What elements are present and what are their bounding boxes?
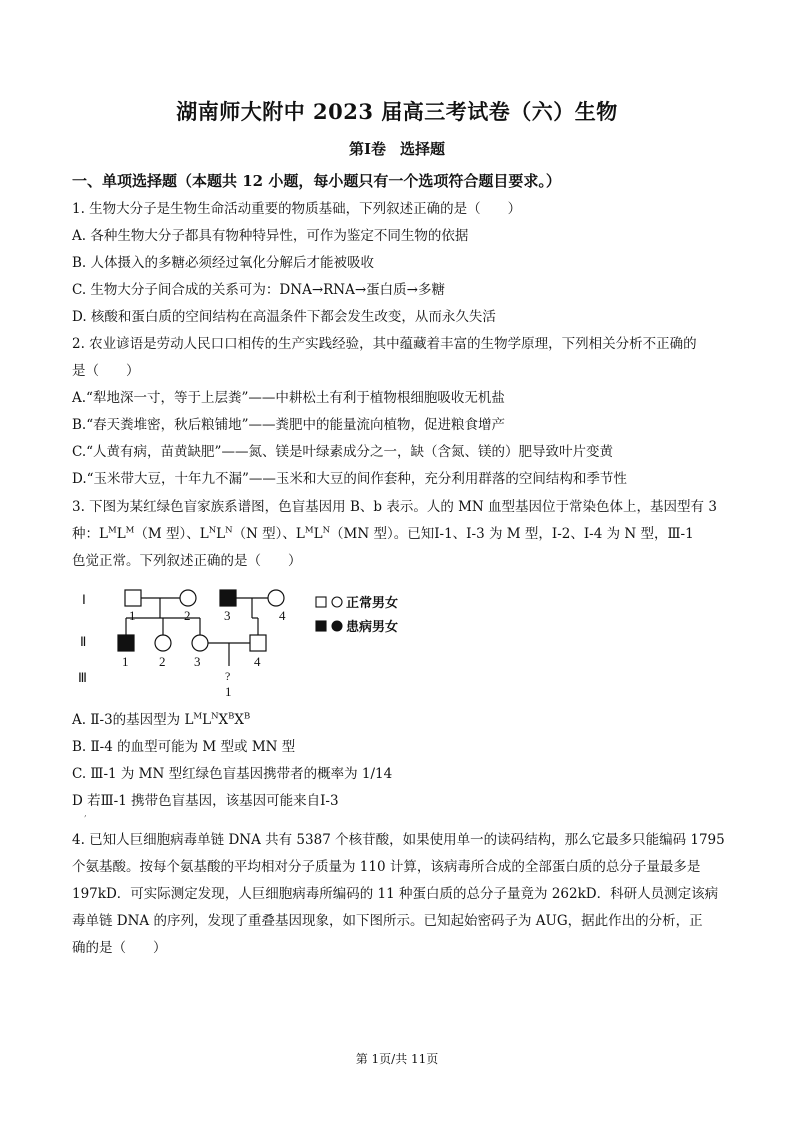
- q4-line-4: 毒单链 DNA 的序列，发现了重叠基因现象，如下图所示。已知起始密码子为 AUG，据此作出的分析，正: [72, 913, 703, 929]
- label-I-2: 2: [184, 608, 191, 623]
- generation-label-II: Ⅱ: [80, 634, 87, 649]
- q4-line-2: 个氨基酸。按每个氨基酸的平均相对分子质量为 110 计算，该病毒所合成的全部蛋白质的总分子量最多是: [72, 859, 701, 875]
- exam-title: 湖南师大附中 2023 届高三考试卷（六）生物: [176, 99, 618, 124]
- q3-option-b: B. Ⅱ-4 的血型可能为 M 型或 MN 型: [72, 739, 296, 755]
- individual-I-3-affected-male: [220, 590, 236, 606]
- legend: [316, 595, 398, 634]
- q3-option-a: A. Ⅱ-3的基因型为 $L^ML^NX^BX^B$: [72, 711, 251, 728]
- individual-I-4-normal-female: [268, 590, 284, 606]
- individual-II-4-normal-male: [250, 635, 266, 651]
- unknown-mark: ?: [225, 669, 231, 683]
- legend-affected-male-icon: [316, 621, 326, 631]
- label-I-3: 3: [224, 608, 231, 623]
- q2-stem-line-1: 2. 农业谚语是劳动人民口口相传的生产实践经验，其中蕴藏着丰富的生物学原理，下列相关分析不正确的: [72, 336, 697, 352]
- stray-mark: ,: [84, 809, 87, 819]
- q2-option-d: D.“玉米带大豆，十年九不漏”——玉米和大豆的间作套种，充分利用群落的空间结构和季节性: [72, 471, 627, 487]
- generation-label-I: Ⅰ: [82, 592, 86, 607]
- q4-line-5: 确的是（ ）: [72, 940, 167, 956]
- section-heading: 一、单项选择题（本题共 12 小题，每小题只有一个选项符合题目要求。）: [72, 172, 561, 190]
- q1-option-c: C. 生物大分子间合成的关系可为：DNA→RNA→蛋白质→多糖: [72, 282, 445, 298]
- label-III-1: 1: [225, 684, 232, 699]
- label-I-1: 1: [129, 608, 136, 623]
- descent-lines-family-2: [252, 598, 258, 635]
- q2-stem-line-2: 是（ ）: [72, 363, 140, 379]
- q3-stem-line-2: 种：$L^ML^M(M$ 型）、$L^NL^N(N$ 型）、$L^ML^N(MN$ 型）。已知Ⅰ-1、Ⅰ-3 为 M 型，Ⅰ-2、Ⅰ-4 为 N 型，Ⅲ-1: [72, 525, 694, 542]
- pedigree-chart: [72, 584, 432, 704]
- q3-option-c: C. Ⅲ-1 为 MN 型红绿色盲基因携带者的概率为 1/14: [72, 766, 393, 782]
- q3-stem-line-1: 3. 下图为某红绿色盲家族系谱图，色盲基因用 B、b 表示。人的 MN 血型基因位于常染色体上，基因型有 3: [72, 499, 717, 515]
- individual-I-1-normal-male: [125, 590, 141, 606]
- q2-option-b: B.“春天粪堆密，秋后粮铺地”——粪肥中的能量流向植物，促进粮食增产: [72, 417, 506, 433]
- label-II-3: 3: [194, 654, 201, 669]
- part-label: 第Ⅰ卷: [348, 140, 386, 158]
- page-footer: 第 1页/共 11页: [355, 1052, 439, 1066]
- q2-option-a: A.“犁地深一寸，等于上层粪”——中耕松土有利于植物根细胞吸收无机盐: [72, 390, 505, 406]
- label-II-4: 4: [254, 654, 261, 669]
- legend-affected-female-icon: [332, 621, 342, 631]
- part-heading: [0, 138, 794, 159]
- label-I-4: 4: [279, 608, 286, 623]
- q1-option-d: D. 核酸和蛋白质的空间结构在高温条件下都会发生改变，从而永久失活: [72, 309, 496, 325]
- individual-II-1-affected-male: [118, 635, 134, 651]
- individual-II-2-normal-female: [155, 635, 171, 651]
- individual-II-3-normal-female: [192, 635, 208, 651]
- q1-stem: 1. 生物大分子是生物生命活动重要的物质基础，下列叙述正确的是（ ）: [72, 201, 522, 217]
- legend-normal-female-icon: [332, 597, 342, 607]
- q1-option-b: B. 人体摄入的多糖必须经过氧化分解后才能被吸收: [72, 255, 375, 271]
- q1-option-a: A. 各种生物大分子都具有物种特异性，可作为鉴定不同生物的依据: [72, 228, 469, 244]
- part-name: 选择题: [400, 140, 446, 158]
- q3-option-d: D 若Ⅲ-1 携带色盲基因，该基因可能来自Ⅰ-3: [72, 793, 339, 809]
- q3-stem-line-3: 色觉正常。下列叙述正确的是（ ）: [72, 553, 302, 569]
- label-II-1: 1: [122, 654, 129, 669]
- label-II-2: 2: [159, 654, 166, 669]
- q4-line-3: 197kD．可实际测定发现，人巨细胞病毒所编码的 11 种蛋白质的总分子量竟为 262kD．科研人员测定该病: [72, 886, 719, 902]
- generation-label-III: Ⅲ: [78, 670, 87, 685]
- legend-normal-male-icon: [316, 597, 326, 607]
- q2-option-c: C.“人黄有病，苗黄缺肥”——氮、镁是叶绿素成分之一，缺（含氮、镁的）肥导致叶片变黄: [72, 444, 613, 460]
- legend-affected-label: 患病男女: [346, 619, 399, 634]
- q4-line-1: 4. 已知人巨细胞病毒单链 DNA 共有 5387 个核苷酸，如果使用单一的读码结构，那么它最多只能编码 1795: [72, 832, 725, 848]
- individual-I-2-normal-female: [180, 590, 196, 606]
- legend-normal-label: 正常男女: [346, 595, 399, 610]
